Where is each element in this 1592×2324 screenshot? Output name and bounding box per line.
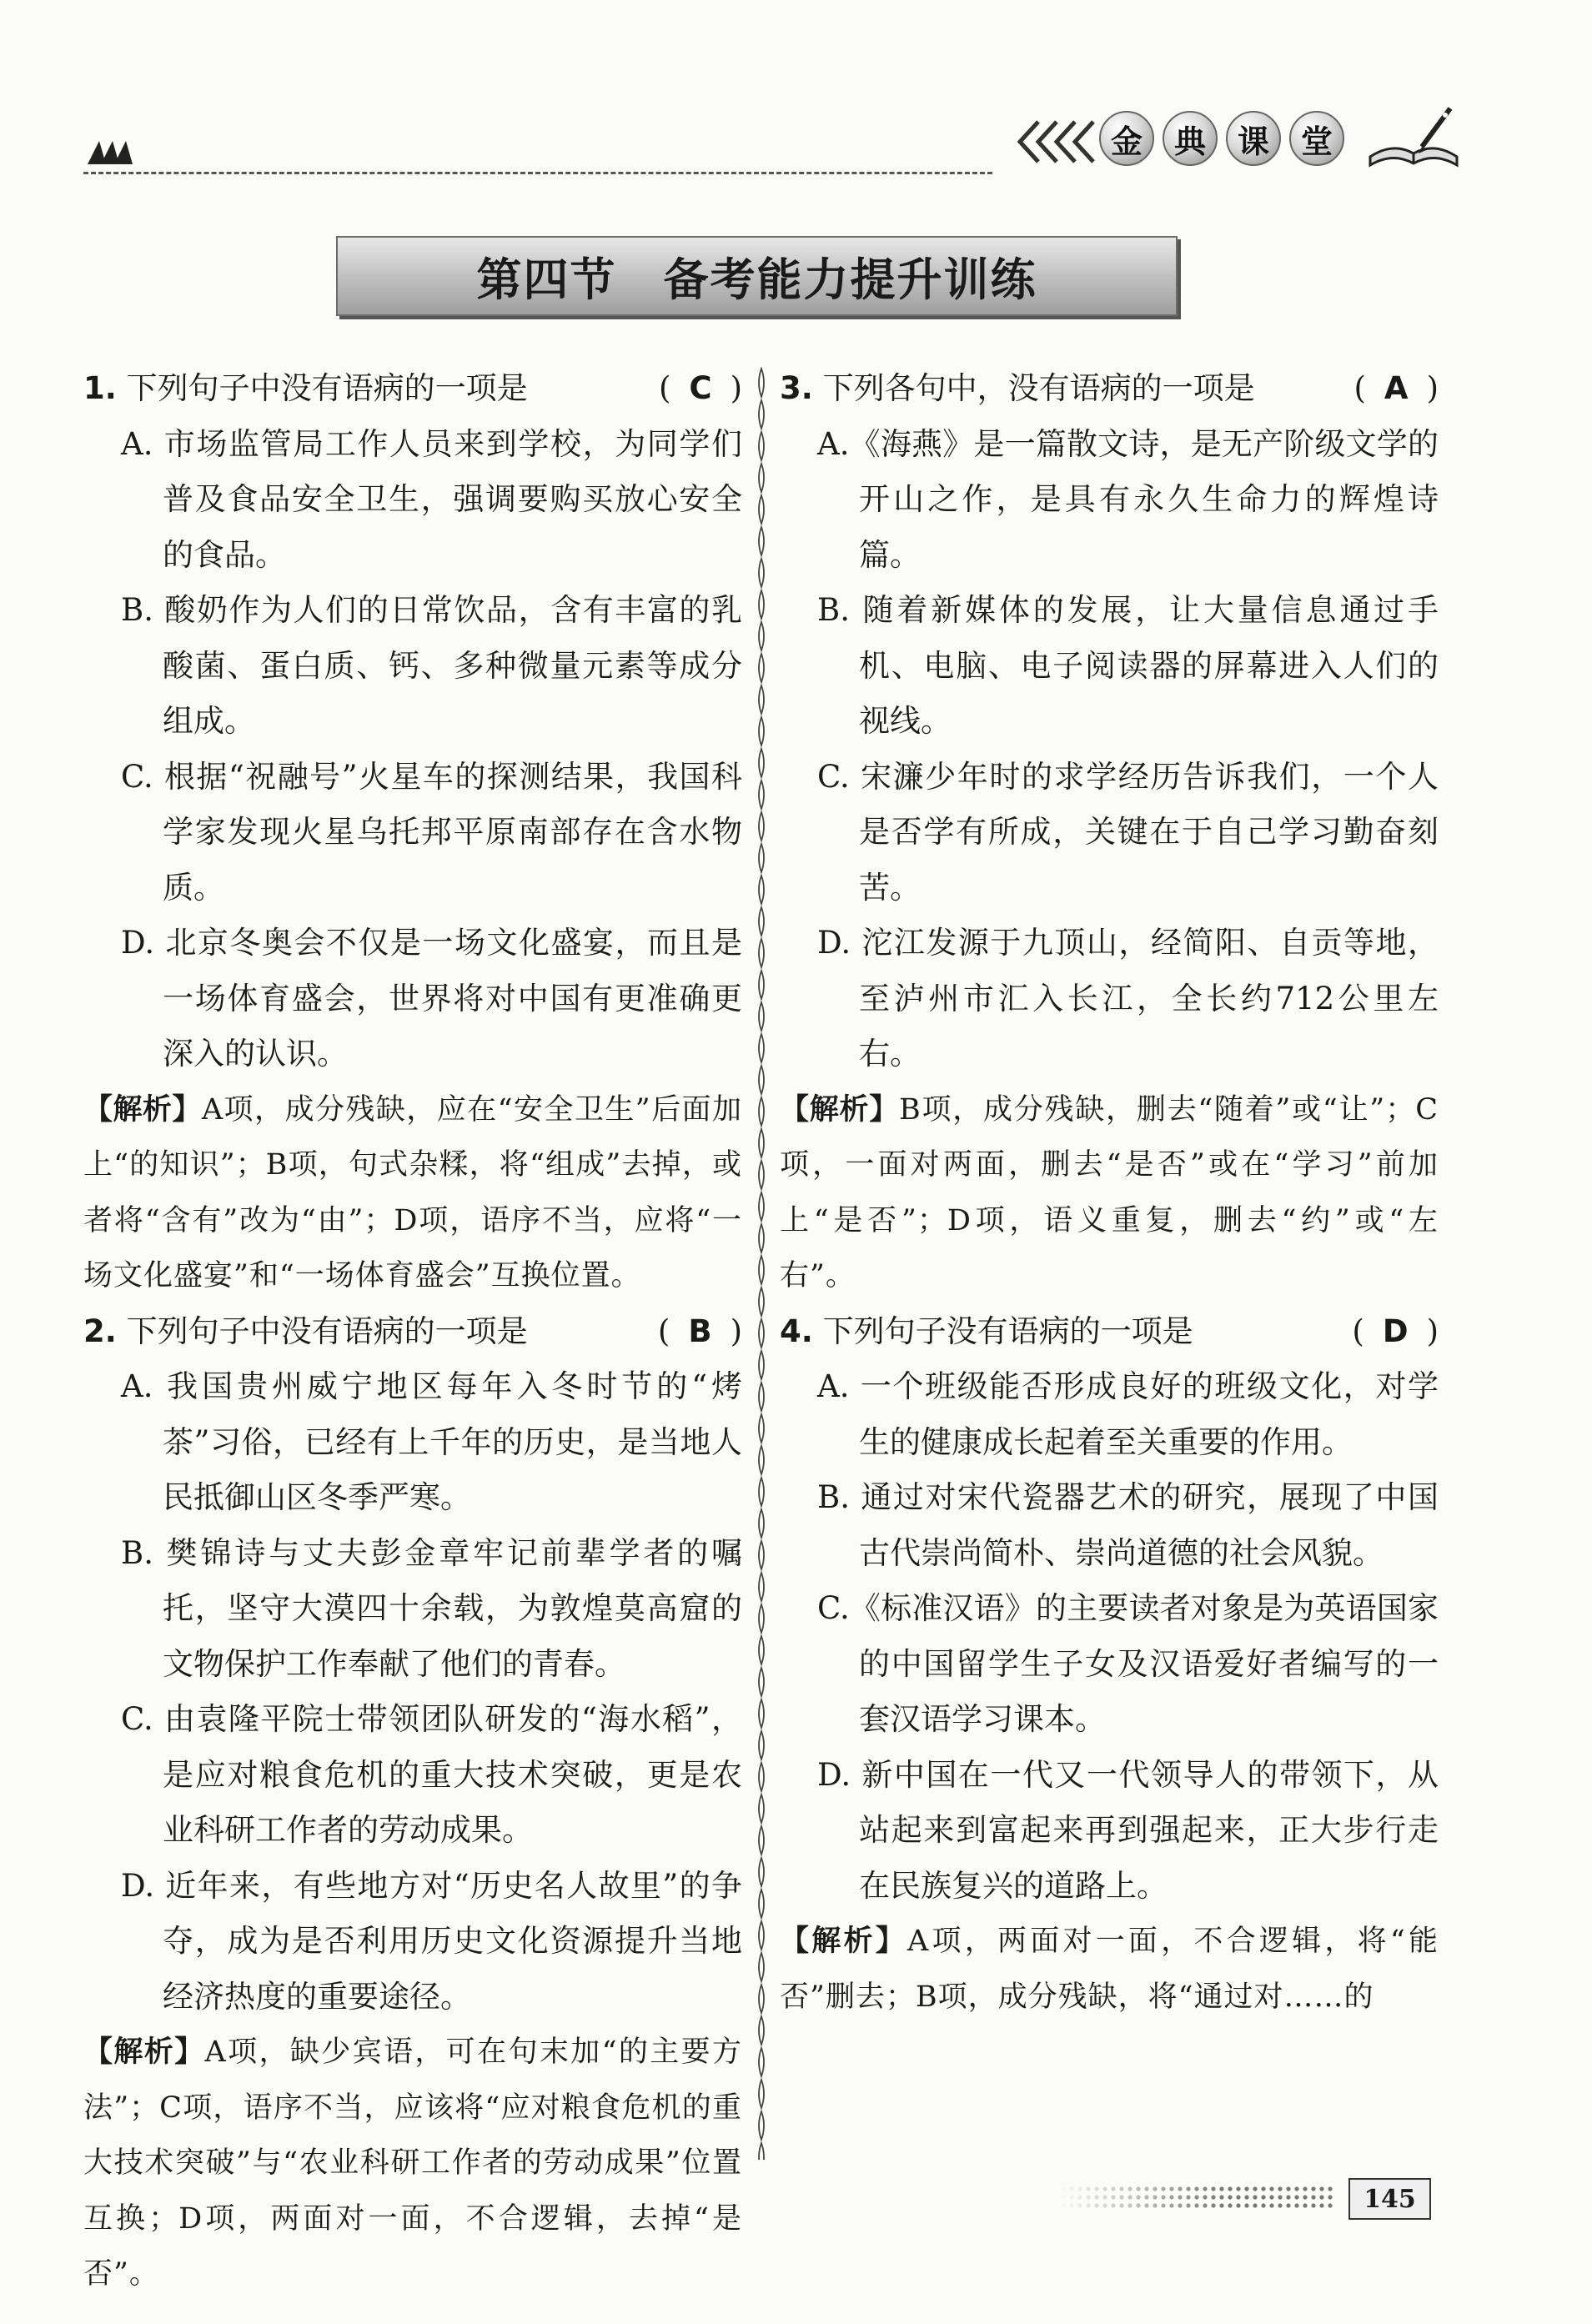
header-stripes-icon xyxy=(88,136,138,166)
section-heading: 备考能力提升训练 xyxy=(663,253,1037,306)
option-a: A. 我国贵州威宁地区每年入冬时节的“烤茶”习俗，已经有上千年的历史，是当地人民抵御山区冬季严寒。 xyxy=(121,1368,742,1515)
answer-letter: C xyxy=(689,370,712,406)
section-number: 第四节 xyxy=(476,253,617,306)
option-d: D. 沱江发源于九顶山，经简阳、自贡等地，至泸州市汇入长江，全长约712公里左右。 xyxy=(817,925,1439,1072)
analysis-text: B项，成分残缺，删去“随着”或“让”；C项，一面对两面，删去“是否”或在“学习”前加上“是否”；D项，语义重复，删去“约”或“左右”。 xyxy=(780,1092,1439,1293)
page-number: 145 xyxy=(1348,2178,1431,2220)
option-d: D. 近年来，有些地方对“历史名人故里”的争夺，成为是否利用历史文化资源提升当地经济热度的重要途径。 xyxy=(121,1867,742,2015)
answer-letter: B xyxy=(688,1313,712,1349)
analysis-tag: 【解析】 xyxy=(780,1092,900,1127)
answer-bracket: ( A ) xyxy=(1353,370,1439,406)
question-number: 1. xyxy=(83,370,117,406)
option-c: C. 由袁隆平院士带领团队研发的“海水稻”，是应对粮食危机的重大技术突破，更是农业科研工作者的劳动成果。 xyxy=(121,1701,742,1848)
header-dashed-rule xyxy=(83,172,992,174)
question-text: 下列句子中没有语病的一项是 xyxy=(126,1313,528,1349)
analysis xyxy=(780,1914,1439,2025)
question-stem xyxy=(780,361,1439,417)
open-book-pen-icon xyxy=(1363,98,1464,173)
section-title xyxy=(336,236,1178,316)
left-column xyxy=(83,361,742,2302)
brand-char: 堂 xyxy=(1289,111,1344,166)
question-text: 下列各句中，没有语病的一项是 xyxy=(822,370,1255,406)
brand-char: 课 xyxy=(1226,111,1281,166)
column-divider xyxy=(756,367,767,2160)
question-text: 下列句子没有语病的一项是 xyxy=(822,1313,1193,1349)
question-number: 3. xyxy=(780,370,813,406)
answer-bracket: ( D ) xyxy=(1352,1313,1439,1349)
analysis-text: A项，成分残缺，应在“安全卫生”后面加上“的知识”；B项，句式杂糅，将“组成”去掉，或者将“含有”改为“由”；D项，语序不当，应将“一场文化盛宴”和“一场体育盛会”互换位置。 xyxy=(83,1092,742,1293)
analysis-text: A项，缺少宾语，可在句末加“的主要方法”；C项，语序不当，应该将“应对粮食危机的重大技术突破”与“农业科研工作者的劳动成果”位置互换；D项，两面对一面，不合逻辑，去掉“是否”。 xyxy=(83,2035,742,2291)
answer-letter: D xyxy=(1382,1313,1409,1349)
analysis-tag: 【解析】 xyxy=(780,1925,907,1958)
option-c: C. 根据“祝融号”火星车的探测结果，我国科学家发现火星乌托邦平原南部存在含水物质。 xyxy=(121,758,742,906)
answer-letter: A xyxy=(1384,370,1409,406)
analysis-tag: 【解析】 xyxy=(83,2035,205,2069)
question-number: 2. xyxy=(83,1313,117,1349)
footer-dots-decoration xyxy=(1059,2185,1334,2210)
option-c: C. 宋濂少年时的求学经历告诉我们，一个人是否学有所成，关键在于自己学习勤奋刻苦。 xyxy=(817,758,1439,906)
right-column xyxy=(780,361,1439,2025)
analysis xyxy=(780,1082,1439,1304)
option-a: A.《海燕》是一篇散文诗，是无产阶级文学的开山之作，是具有永久生命力的辉煌诗篇。 xyxy=(817,425,1439,573)
analysis xyxy=(83,2025,742,2302)
question-stem xyxy=(83,1304,742,1360)
question-text: 下列句子中没有语病的一项是 xyxy=(126,370,528,406)
answer-bracket: ( B ) xyxy=(657,1313,742,1349)
option-a: A. 一个班级能否形成良好的班级文化，对学生的健康成长起着至关重要的作用。 xyxy=(817,1368,1439,1460)
answer-bracket: ( C ) xyxy=(658,370,742,406)
brand-char: 金 xyxy=(1099,111,1154,166)
option-d: D. 北京冬奥会不仅是一场文化盛宴，而且是一场体育盛会，世界将对中国有更准确更深入的认识。 xyxy=(121,925,742,1072)
brand-char: 典 xyxy=(1163,111,1218,166)
analysis-text: A项，两面对一面，不合逻辑，将“能否”删去；B项，成分残缺，将“通过对……的 xyxy=(780,1925,1439,2014)
option-c: C.《标准汉语》的主要读者对象是为英语国家的中国留学生子女及汉语爱好者编写的一套汉语学习课本。 xyxy=(817,1590,1439,1737)
brand-logo xyxy=(1099,111,1344,166)
option-d: D. 新中国在一代又一代领导人的带领下，从站起来到富起来再到强起来，正大步行走在民族复兴的道路上。 xyxy=(817,1756,1439,1904)
question-stem xyxy=(780,1304,1439,1360)
option-b: B. 樊锦诗与丈夫彭金章牢记前辈学者的嘱托，坚守大漠四十余载，为敦煌莫高窟的文物保护工作奉献了他们的青春。 xyxy=(121,1534,742,1682)
option-b: B. 随着新媒体的发展，让大量信息通过手机、电脑、电子阅读器的屏幕进入人们的视线。 xyxy=(817,592,1439,739)
chevrons-icon xyxy=(1013,117,1097,167)
option-a: A. 市场监管局工作人员来到学校，为同学们普及食品安全卫生，强调要购买放心安全的食品。 xyxy=(121,425,742,573)
option-b: B. 通过对宋代瓷器艺术的研究，展现了中国古代崇尚简朴、崇尚道德的社会风貌。 xyxy=(817,1479,1439,1571)
question-number: 4. xyxy=(780,1313,813,1349)
option-b: B. 酸奶作为人们的日常饮品，含有丰富的乳酸菌、蛋白质、钙、多种微量元素等成分组成。 xyxy=(121,592,742,739)
analysis xyxy=(83,1082,742,1304)
question-stem xyxy=(83,361,742,417)
analysis-tag: 【解析】 xyxy=(83,1092,202,1127)
